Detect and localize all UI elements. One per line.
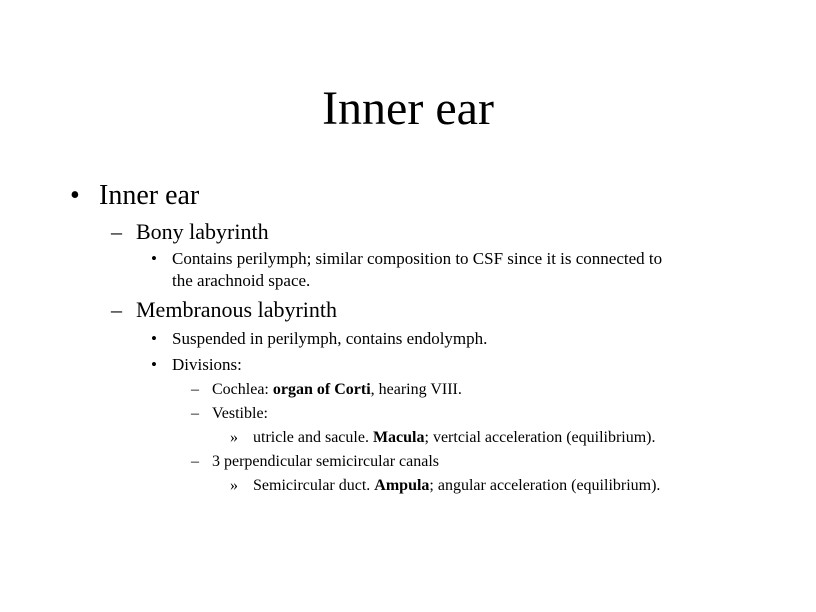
bullet-chevron: »: [230, 477, 238, 494]
bullet-vestible-detail: [253, 428, 656, 448]
vestible-detail-suffix: ; vertcial acceleration (equilibrium).: [424, 429, 656, 446]
bullet-dot: •: [151, 249, 157, 268]
cochlea-suffix: , hearing VIII.: [370, 381, 462, 398]
bullet-vestible: Vestible:: [212, 405, 268, 422]
bullet-dot: •: [70, 180, 80, 211]
bullet-cochlea: [212, 380, 462, 400]
bullet-dash: –: [111, 219, 122, 244]
bullet-inner-ear: Inner ear: [99, 180, 200, 211]
canals-detail-bold: Ampula: [374, 477, 430, 494]
bullet-dash: –: [111, 297, 122, 322]
bullet-canals: 3 perpendicular semicircular canals: [212, 453, 439, 470]
bullet-bony-labyrinth: Bony labyrinth: [136, 219, 269, 244]
canals-detail-prefix: Semicircular duct.: [253, 477, 375, 494]
bullet-dot: •: [151, 329, 157, 348]
bullet-divisions: Divisions:: [172, 355, 242, 374]
bullet-chevron: »: [230, 429, 238, 446]
cochlea-prefix: Cochlea:: [212, 381, 273, 398]
bony-description-line2: the arachnoid space.: [172, 271, 311, 290]
canals-detail-suffix: ; angular acceleration (equilibrium).: [429, 477, 661, 494]
bullet-dash: –: [191, 405, 199, 422]
vestible-detail-bold: Macula: [372, 429, 425, 446]
bullet-canals-detail: [253, 476, 660, 496]
bony-description-line1: Contains perilymph; similar composition to CSF since it is connected to: [172, 249, 663, 268]
vestible-detail-prefix: utricle and sacule.: [253, 429, 373, 446]
bullet-dot: •: [151, 355, 157, 374]
cochlea-bold: organ of Corti: [272, 381, 371, 398]
slide-title: Inner ear: [322, 82, 494, 135]
bullet-membranous-labyrinth: Membranous labyrinth: [136, 297, 338, 322]
bullet-dash: –: [191, 381, 199, 398]
bullet-suspended: Suspended in perilymph, contains endolymph.: [172, 329, 488, 348]
bullet-dash: –: [191, 453, 199, 470]
